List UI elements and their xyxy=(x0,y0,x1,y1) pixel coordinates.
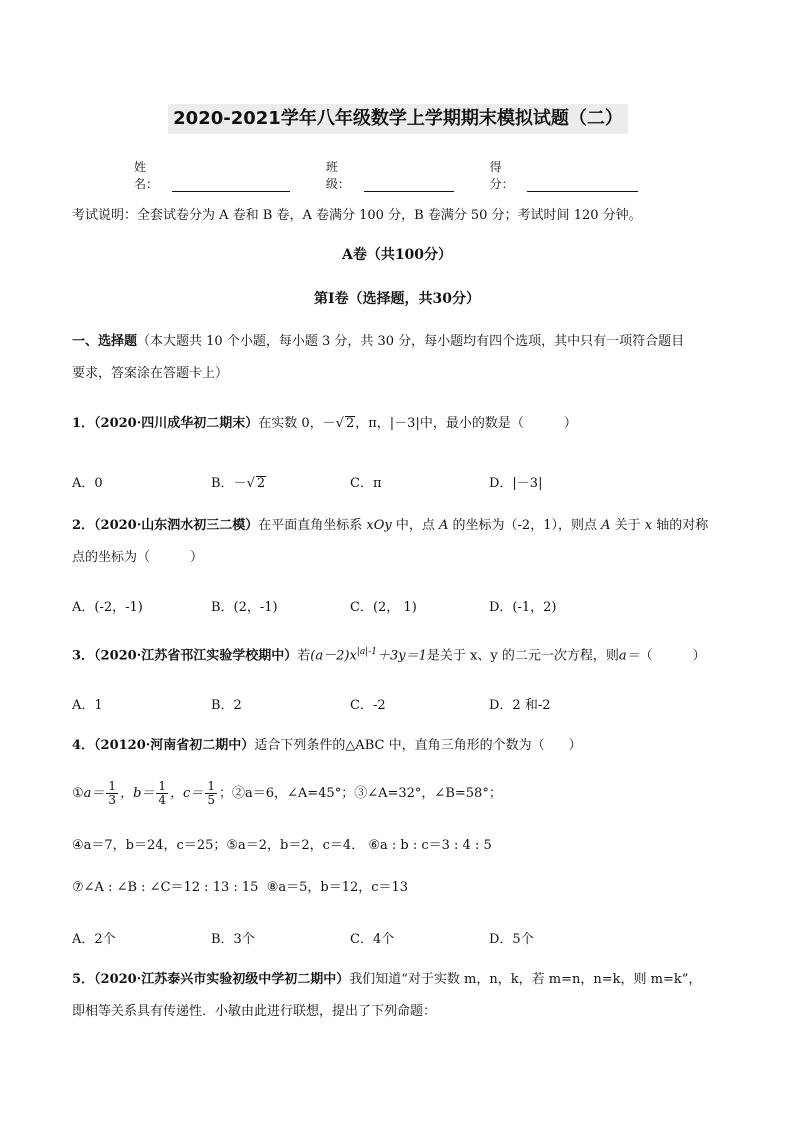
q1-option-b-sqrt: 2 xyxy=(256,476,266,491)
q4-condition-8: ⑧a＝5，b＝12，c＝13 xyxy=(266,880,409,895)
q4-condition-7: ⑦∠A : ∠B : ∠C＝12 : 13 : 15 xyxy=(72,880,259,895)
q2-option-d[interactable]: D．(-1，2) xyxy=(489,600,557,615)
class-blank[interactable] xyxy=(364,177,454,192)
instructions-text-2: 要求，答案涂在答题卡上） xyxy=(72,366,229,381)
question-4 xyxy=(72,730,724,762)
class-label: 班级： xyxy=(325,160,350,191)
q3-post: 是关于 x、y 的二元一次方程，则 xyxy=(426,648,619,664)
q2-var-x: x xyxy=(644,518,653,533)
q3-equation-base: (a－2)x xyxy=(310,648,357,664)
q4-c1-mark: ① xyxy=(72,786,84,801)
q3-equation-exponent: |a|-1 xyxy=(356,647,377,657)
q2-option-a[interactable]: A．(-2，-1) xyxy=(72,600,143,615)
q3-option-d[interactable]: D．2 和-2 xyxy=(489,698,551,713)
q1-option-c[interactable]: C．π xyxy=(350,476,382,491)
q3-source: （2020·江苏省邗江实验学校期中） xyxy=(94,648,298,664)
q5-number: 5． xyxy=(72,972,95,987)
score-label: 得分： xyxy=(489,160,514,191)
q2-source: （2020·山东泗水初三二模） xyxy=(94,518,259,533)
q4-condition-5: ⑤a＝2，b＝2，c＝4． xyxy=(226,838,365,853)
q5-source: （2020·江苏泰兴市实验初级中学初二期中） xyxy=(94,972,350,987)
q4-options xyxy=(72,928,732,947)
q4-c1-c: ，c＝ xyxy=(170,786,204,801)
q2-options xyxy=(72,596,732,615)
q4-option-b[interactable]: B．3个 xyxy=(211,932,255,947)
q2-text-a: 在平面直角坐标系 xyxy=(258,518,367,533)
part-1-heading: 第Ⅰ卷（选择题，共30分） xyxy=(313,291,481,307)
q3-option-b[interactable]: B．2 xyxy=(211,698,242,713)
q3-number: 3． xyxy=(72,648,95,664)
q5-line-1: 我们知道“对于实数 m，n，k，若 m=n，n=k，则 m=k”， xyxy=(349,972,702,987)
name-field[interactable] xyxy=(134,158,290,192)
q4-condition-row-2 xyxy=(72,830,724,862)
question-1 xyxy=(72,408,724,440)
q4-c1-b-num: 1 xyxy=(158,779,167,793)
exam-note: 考试说明：全套试卷分为 A 卷和 B 卷，A 卷满分 100 分，B 卷满分 50 分；考试时间 120 分钟。 xyxy=(72,208,642,223)
q2-point-a-2: A xyxy=(601,518,611,533)
q3-pre: 若 xyxy=(297,648,311,664)
instructions-heading: 一、选择题 xyxy=(72,334,138,349)
student-info-row xyxy=(134,158,674,192)
q1-stem-c: ） xyxy=(563,416,577,431)
question-3 xyxy=(72,636,724,672)
q3-option-a[interactable]: A．1 xyxy=(72,698,103,713)
q5-line-2: 即相等关系具有传递性．小敏由此进行联想，提出了下列命题： xyxy=(72,1004,437,1019)
q3-option-c[interactable]: C．-2 xyxy=(350,698,386,713)
score-field[interactable] xyxy=(490,158,638,192)
q2-number: 2． xyxy=(72,518,95,533)
score-blank[interactable] xyxy=(527,177,638,192)
q1-stem-a: 在实数 0，－ xyxy=(258,416,336,431)
question-5 xyxy=(72,964,724,1028)
instructions-text-1: （本大题共 10 个小题，每小题 3 分，共 30 分，每小题均有四个选项，其中只有一项符合题目 xyxy=(137,334,685,349)
q2-text-b: 中，点 xyxy=(391,518,440,533)
q2-option-b[interactable]: B．(2，-1) xyxy=(211,600,278,615)
q1-number: 1． xyxy=(72,416,95,431)
q4-condition-2: ②a＝6，∠A=45°； xyxy=(231,786,355,801)
q4-option-c[interactable]: C．4个 xyxy=(350,932,395,947)
q4-stem: 适合下列条件的△ABC 中，直角三角形的个数为（ xyxy=(254,738,545,753)
q4-c1-c-num: 1 xyxy=(207,779,215,793)
exam-title: 2020-2021学年八年级数学上学期期末模拟试题（二） xyxy=(168,104,628,134)
sqrt-symbol-icon: √ xyxy=(335,416,344,431)
q2-line-2: 点的坐标为（ xyxy=(72,550,151,565)
section-a-heading: A卷（共100分） xyxy=(341,247,453,263)
q4-source: （20120·河南省初二期中） xyxy=(94,738,255,753)
q2-point-a: A xyxy=(439,518,449,533)
q1-option-a[interactable]: A．0 xyxy=(72,476,103,491)
name-label: 姓名： xyxy=(134,160,159,191)
q4-condition-3: ③∠A=32°，∠B=58°； xyxy=(354,786,502,801)
q4-condition-row-1 xyxy=(72,774,724,814)
q2-option-c[interactable]: C．(2， 1) xyxy=(350,600,417,615)
q4-condition-4: ④a＝7，b＝24，c＝25； xyxy=(72,838,227,853)
q4-c1-b: ，b＝ xyxy=(120,786,155,801)
q4-condition-row-3 xyxy=(72,872,724,904)
q1-options xyxy=(72,472,732,491)
q3-paren-close: ） xyxy=(692,648,706,664)
instructions xyxy=(72,326,724,390)
q1-sqrt-arg: 2 xyxy=(345,416,355,431)
q4-c1-a-num: 1 xyxy=(108,779,117,793)
q4-c1-a-den: 3 xyxy=(108,793,117,807)
class-field[interactable] xyxy=(326,158,454,192)
q2-line-2-end: ） xyxy=(190,550,204,565)
q2-text-d: 关于 xyxy=(610,518,645,533)
q2-text-c: 的坐标为（-2，1），则点 xyxy=(448,518,602,533)
q4-condition-6: ⑥a : b : c＝3 : 4 : 5 xyxy=(368,838,492,853)
q3-equation-rest: ＋3y＝1 xyxy=(376,648,427,664)
q1-option-b-prefix: B．－ xyxy=(211,476,247,491)
q4-option-a[interactable]: A．2个 xyxy=(72,932,116,947)
q4-c1-a-fraction xyxy=(106,780,118,807)
question-2 xyxy=(72,510,724,574)
q4-c1-c-den: 5 xyxy=(207,793,215,807)
q3-ask: a＝ xyxy=(618,648,640,664)
q4-c1-c-fraction xyxy=(205,780,217,807)
q4-c1-a: a＝ xyxy=(83,786,105,801)
q4-stem-end: ） xyxy=(568,738,582,753)
q1-source: （2020·四川成华初二期末） xyxy=(94,416,259,431)
q4-option-d[interactable]: D．5个 xyxy=(489,932,534,947)
q1-stem-b: ，π，|－3|中，最小的数是（ xyxy=(355,416,524,431)
q2-var-xoy: xOy xyxy=(366,518,392,533)
q1-option-d[interactable]: D．|－3| xyxy=(489,476,543,491)
q4-c1-end: ； xyxy=(218,786,232,801)
q3-paren-open: （ xyxy=(639,648,653,664)
q3-options xyxy=(72,694,732,713)
q4-c1-b-fraction xyxy=(156,780,168,807)
q2-text-e: 轴的对称 xyxy=(652,518,709,533)
name-blank[interactable] xyxy=(172,177,290,192)
q4-number: 4． xyxy=(72,738,95,753)
q4-c1-b-den: 4 xyxy=(158,793,167,807)
q1-option-b[interactable] xyxy=(211,472,350,491)
sqrt-symbol-icon: √ xyxy=(246,476,255,491)
